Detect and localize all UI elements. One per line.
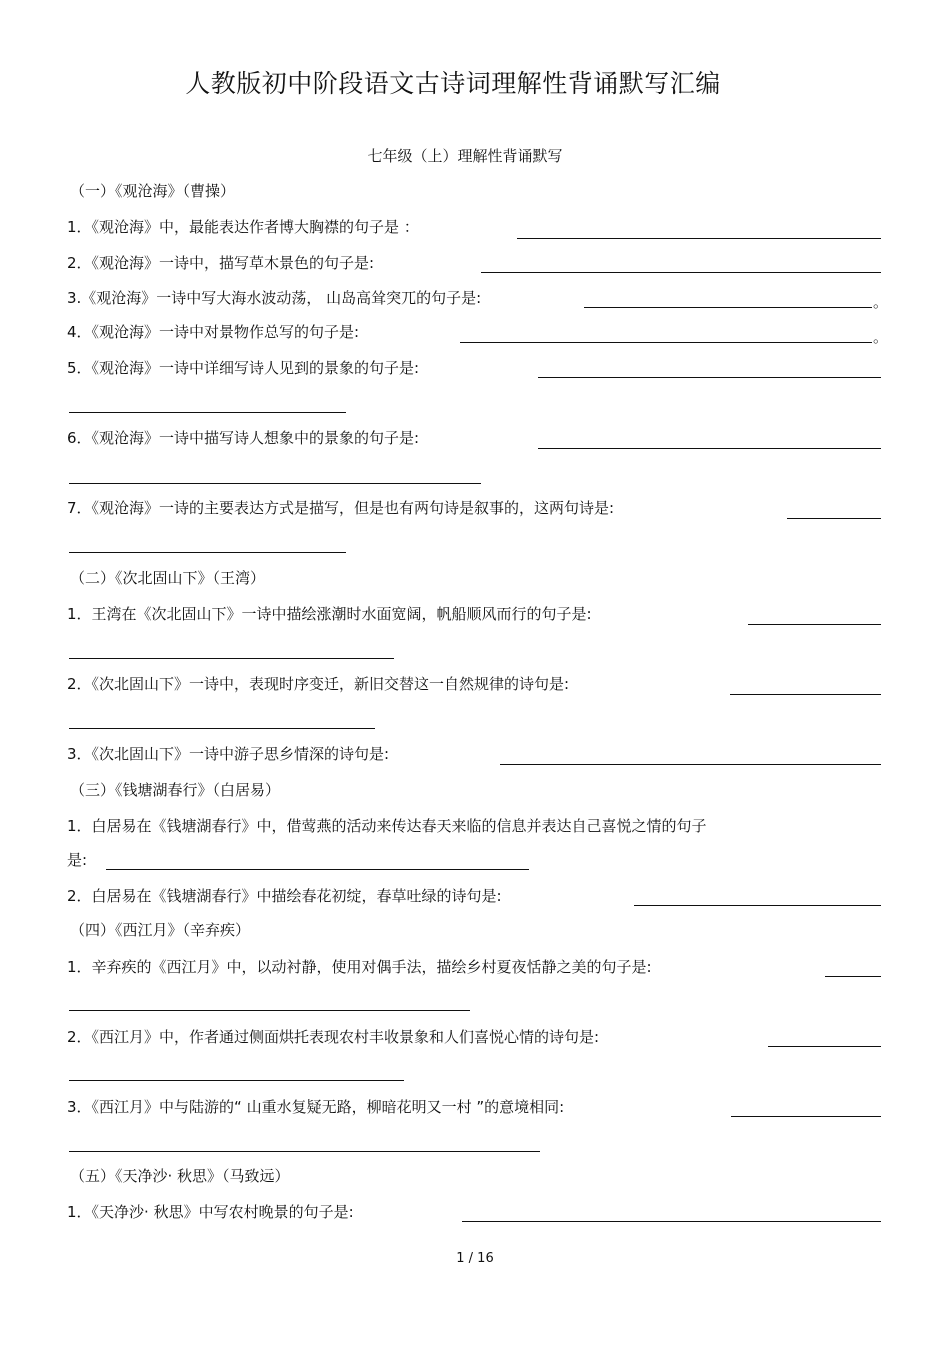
answer-blank[interactable] [69,412,346,413]
section-heading: （三）《钱塘湖春行》（白居易） [70,781,281,799]
question-text: 4．《观沧海》一诗中对景物作总写的句子是: [67,323,360,341]
section-heading: （一）《观沧海》（曹操） [70,182,236,200]
question-text: 2．《西江月》中，作者通过侧面烘托表现农村丰收景象和人们喜悦心情的诗句是: [67,1028,600,1046]
answer-blank[interactable] [768,1046,881,1047]
document-title: 人教版初中阶段语文古诗词理解性背诵默写汇编 [185,69,721,98]
end-punctuation: 。 [873,328,889,346]
answer-blank[interactable] [460,342,872,343]
answer-blank[interactable] [731,1116,881,1117]
answer-blank[interactable] [106,869,529,870]
answer-blank[interactable] [69,552,346,553]
answer-blank[interactable] [730,694,881,695]
section-heading: （五）《天净沙· 秋思》（马致远） [70,1167,290,1185]
answer-blank[interactable] [787,518,881,519]
answer-blank[interactable] [69,1010,470,1011]
page-number: 1 / 16 [456,1251,494,1266]
question-text: 5．《观沧海》一诗中详细写诗人见到的景象的句子是: [67,359,420,377]
answer-blank[interactable] [500,764,881,765]
answer-blank[interactable] [538,448,881,449]
question-text: 是: [67,851,88,869]
answer-blank[interactable] [584,307,872,308]
answer-blank[interactable] [462,1221,881,1222]
end-punctuation: 。 [873,293,889,311]
question-text: 1．《天净沙· 秋思》中写农村晚景的句子是: [67,1203,354,1221]
question-text: 2．《观沧海》一诗中，描写草木景色的句子是: [67,254,375,272]
answer-blank[interactable] [69,658,394,659]
answer-blank[interactable] [825,976,881,977]
question-text: 7．《观沧海》一诗的主要表达方式是描写，但是也有两句诗是叙事的，这两句诗是: [67,499,615,517]
section-heading: （四）《西江月》（辛弃疾） [70,921,251,939]
question-text: 1．辛弃疾的《西江月》中，以动衬静，使用对偶手法，描绘乡村夏夜恬静之美的句子是: [67,958,652,976]
question-text: 1．《观沧海》中，最能表达作者博大胸襟的句子是 ： [67,218,419,236]
answer-blank[interactable] [517,238,881,239]
answer-blank[interactable] [538,377,881,378]
answer-blank[interactable] [69,728,375,729]
answer-blank[interactable] [748,624,881,625]
question-text: 1．王湾在《次北固山下》一诗中描绘涨潮时水面宽阔，帆船顺风而行的句子是: [67,605,592,623]
answer-blank[interactable] [481,272,881,273]
question-text: 6．《观沧海》一诗中描写诗人想象中的景象的句子是: [67,429,420,447]
answer-blank[interactable] [69,483,481,484]
answer-blank[interactable] [634,905,881,906]
question-text: 3．《西江月》中与陆游的“ 山重水复疑无路，柳暗花明又一村 ”的意境相同: [67,1098,565,1116]
answer-blank[interactable] [69,1080,404,1081]
grade-subtitle: 七年级（上）理解性背诵默写 [367,147,563,165]
question-text: 2．《次北固山下》一诗中，表现时序变迁，新旧交替这一自然规律的诗句是: [67,675,570,693]
section-heading: （二）《次北固山下》（王湾） [70,569,266,587]
question-text: 2．白居易在《钱塘湖春行》中描绘春花初绽，春草吐绿的诗句是: [67,887,502,905]
answer-blank[interactable] [69,1151,540,1152]
question-text: 3.《观沧海》一诗中写大海水波动荡， 山岛高耸突兀的句子是: [67,289,482,307]
question-text: 1．白居易在《钱塘湖春行》中，借莺燕的活动来传达春天来临的信息并表达自己喜悦之情的句子 [67,817,707,835]
question-text: 3．《次北固山下》一诗中游子思乡情深的诗句是: [67,745,390,763]
